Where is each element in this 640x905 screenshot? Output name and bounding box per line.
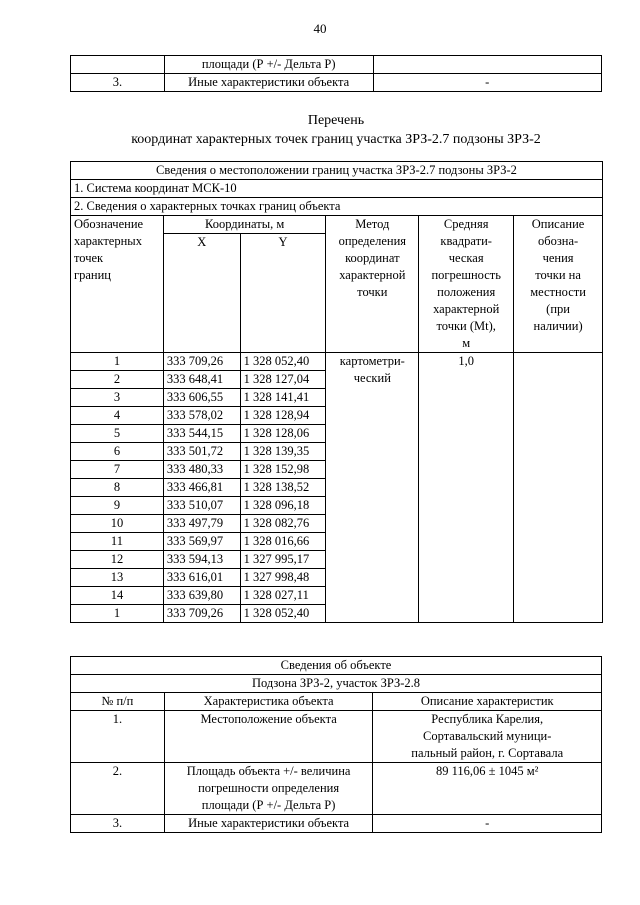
point-number: 7 (71, 461, 164, 479)
coord-x: 333 648,41 (163, 371, 240, 389)
header-x: X (163, 234, 240, 353)
point-number: 12 (71, 551, 164, 569)
cell-num: 3. (71, 74, 165, 92)
error-value: 1,0 (419, 353, 514, 623)
row-num: 2. (71, 763, 165, 815)
row-description: Республика Карелия, Сортавальский муници- пальный район, г. Сортавала (373, 711, 602, 763)
header-method: Метод определения координат характерной точки (326, 216, 419, 353)
coord-x: 333 709,26 (163, 605, 240, 623)
cell-description: - (373, 74, 602, 92)
coord-x: 333 510,07 (163, 497, 240, 515)
point-number: 4 (71, 407, 164, 425)
point-number: 5 (71, 425, 164, 443)
header-description: Описание характеристик (373, 693, 602, 711)
coord-x: 333 639,80 (163, 587, 240, 605)
point-number: 13 (71, 569, 164, 587)
coord-x: 333 709,26 (163, 353, 240, 371)
row-num: 3. (71, 815, 165, 833)
point-number: 8 (71, 479, 164, 497)
point-number: 1 (71, 605, 164, 623)
coord-x: 333 606,55 (163, 389, 240, 407)
coord-y: 1 328 152,98 (240, 461, 326, 479)
row-description: - (373, 815, 602, 833)
row-characteristic: Местоположение объекта (164, 711, 373, 763)
cell-characteristic: Иные характеристики объекта (164, 74, 373, 92)
object-table-subtitle: Подзона ЗРЗ-2, участок ЗРЗ-2.8 (71, 675, 602, 693)
point-number: 11 (71, 533, 164, 551)
top-continuation-table (70, 55, 602, 92)
table-row (71, 711, 602, 763)
coord-y: 1 328 027,11 (240, 587, 326, 605)
header-point: Обозначение характерных точек границ (71, 216, 164, 353)
coord-y: 1 327 998,48 (240, 569, 326, 587)
coordinate-system: 1. Система координат МСК-10 (71, 180, 603, 198)
page-number: 40 (313, 21, 327, 36)
coord-y: 1 328 052,40 (240, 605, 326, 623)
coord-x: 333 616,01 (163, 569, 240, 587)
coord-y: 1 328 096,18 (240, 497, 326, 515)
table-row (71, 763, 602, 815)
point-number: 2 (71, 371, 164, 389)
coord-y: 1 328 139,35 (240, 443, 326, 461)
cell-characteristic: площади (Р +/- Дельта Р) (164, 56, 373, 74)
coord-y: 1 328 141,41 (240, 389, 326, 407)
point-number: 14 (71, 587, 164, 605)
table-row (71, 353, 603, 371)
header-coords: Координаты, м (163, 216, 325, 234)
object-table-title: Сведения об объекте (71, 657, 602, 675)
coord-x: 333 480,33 (163, 461, 240, 479)
point-number: 3 (71, 389, 164, 407)
coord-y: 1 328 082,76 (240, 515, 326, 533)
header-characteristic: Характеристика объекта (164, 693, 373, 711)
cell-empty (71, 56, 165, 74)
description-value (514, 353, 603, 623)
coord-y: 1 328 128,94 (240, 407, 326, 425)
point-number: 10 (71, 515, 164, 533)
coord-y: 1 328 138,52 (240, 479, 326, 497)
point-number: 9 (71, 497, 164, 515)
coord-x: 333 569,97 (163, 533, 240, 551)
method-value: картометри- ческий (326, 353, 419, 623)
coord-x: 333 501,72 (163, 443, 240, 461)
table-row (71, 815, 602, 833)
coord-y: 1 328 052,40 (240, 353, 326, 371)
coord-x: 333 594,13 (163, 551, 240, 569)
coord-y: 1 328 127,04 (240, 371, 326, 389)
coord-x: 333 544,15 (163, 425, 240, 443)
point-number: 1 (71, 353, 164, 371)
row-characteristic: Площадь объекта +/- величина погрешности определения площади (Р +/- Дельта Р) (164, 763, 373, 815)
coordinates-table (70, 161, 603, 623)
coord-y: 1 328 128,06 (240, 425, 326, 443)
coord-x: 333 466,81 (163, 479, 240, 497)
header-y: Y (240, 234, 326, 353)
object-info-table (70, 656, 602, 833)
list-heading-line2: координат характерных точек границ участка ЗРЗ-2.7 подзоны ЗРЗ-2 (131, 132, 541, 147)
cell-description (373, 56, 602, 74)
coord-x: 333 578,02 (163, 407, 240, 425)
list-heading-line1: Перечень (307, 113, 365, 128)
row-characteristic: Иные характеристики объекта (164, 815, 373, 833)
row-num: 1. (71, 711, 165, 763)
coord-y: 1 328 016,66 (240, 533, 326, 551)
row-description: 89 116,06 ± 1045 м² (373, 763, 602, 815)
header-num: № п/п (71, 693, 165, 711)
coord-y: 1 327 995,17 (240, 551, 326, 569)
coord-table-title: Сведения о местоположении границ участка ЗРЗ-2.7 подзоны ЗРЗ-2 (71, 162, 603, 180)
coord-x: 333 497,79 (163, 515, 240, 533)
points-section: 2. Сведения о характерных точках границ объекта (71, 198, 603, 216)
header-description: Описание обозна- чения точки на местности (при наличии) (514, 216, 603, 353)
header-error: Средняя квадрати- ческая погрешность положения характерной точки (Mt), м (419, 216, 514, 353)
point-number: 6 (71, 443, 164, 461)
